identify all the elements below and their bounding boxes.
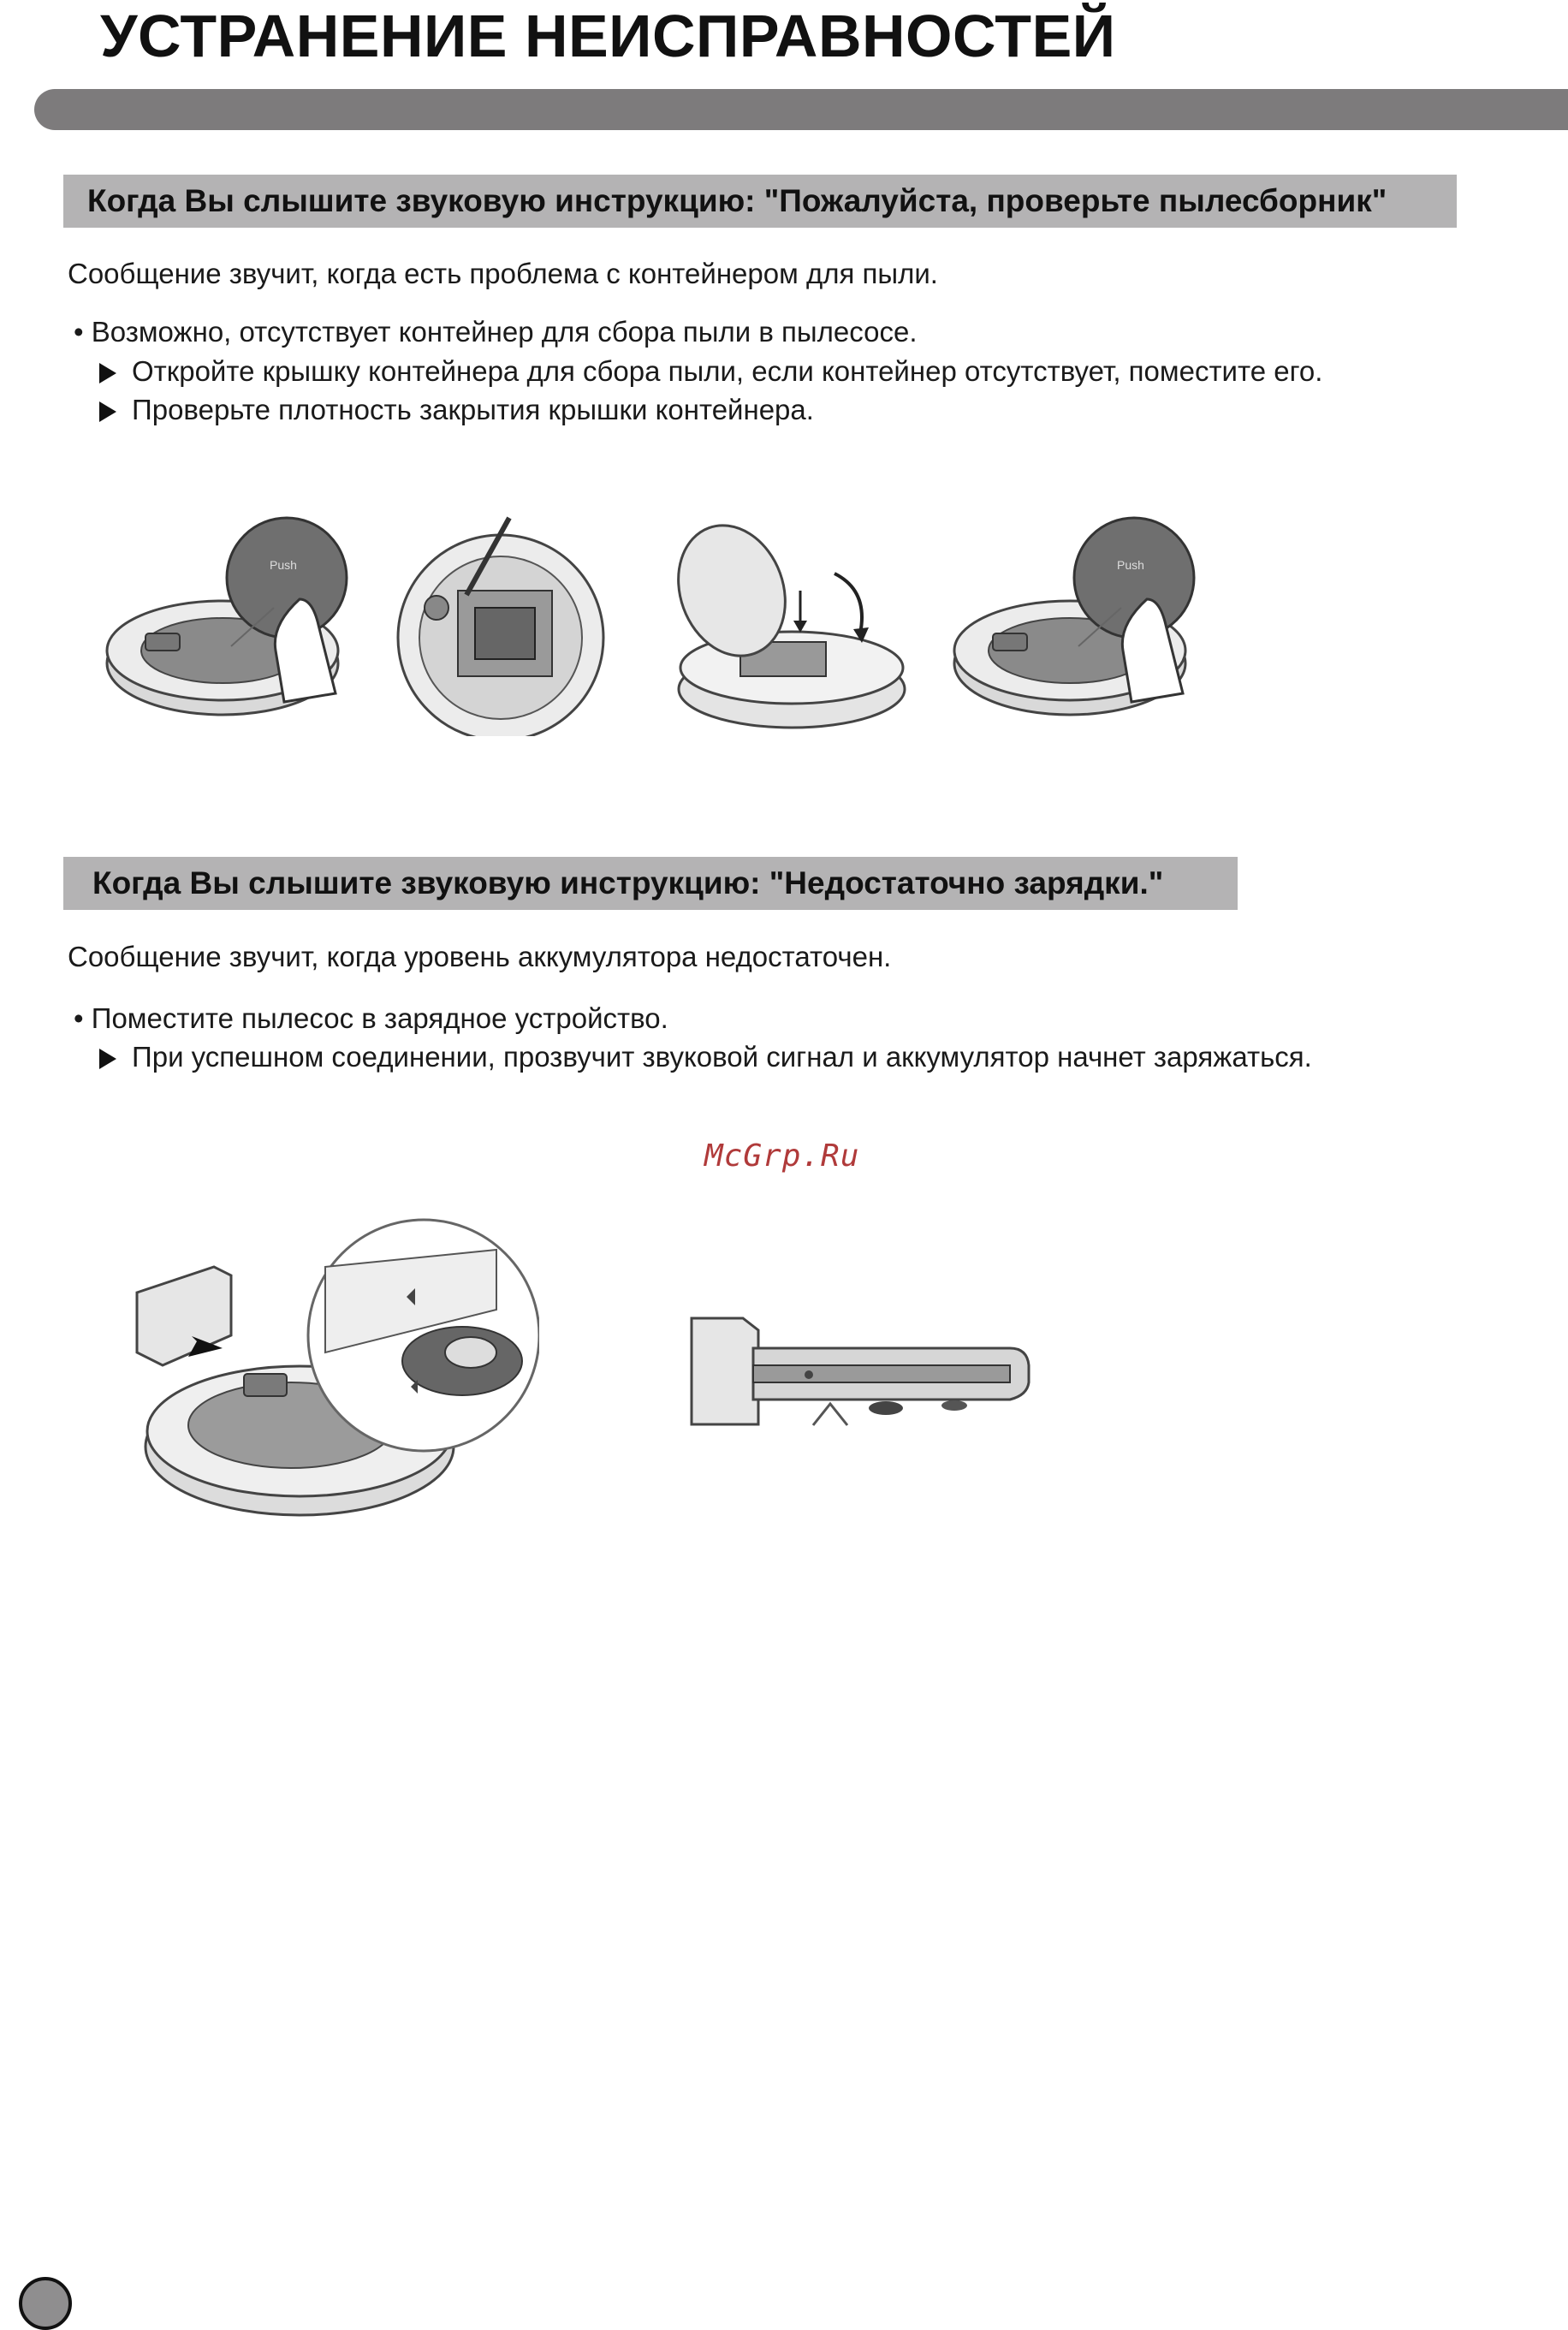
- push-label: Push: [1117, 558, 1144, 572]
- illustration-press-lid-closed: [950, 514, 1207, 728]
- section-header-dust-bin: Когда Вы слышите звуковую инструкцию: "Пожалуйста, проверьте пылесборник": [63, 175, 1457, 228]
- watermark: McGrp.Ru: [704, 1138, 860, 1174]
- title-bar-divider: [34, 89, 1568, 130]
- section2-step-1: [99, 1040, 1312, 1074]
- illustration-lid-close: [672, 522, 912, 736]
- illustration-press-lid: [103, 514, 359, 728]
- section2-intro: Сообщение звучит, когда уровень аккумулятора недостаточен.: [68, 941, 892, 972]
- section2-bullet: • Поместите пылесос в зарядное устройство.: [74, 1002, 668, 1034]
- page-number-badge: [19, 2277, 72, 2330]
- page-title: УСТРАНЕНИЕ НЕИСПРАВНОСТЕЙ: [100, 3, 1116, 69]
- arrow-right-icon: [99, 401, 116, 422]
- push-label: Push: [270, 558, 297, 572]
- illustration-docked-side-view: [685, 1301, 1036, 1438]
- arrow-right-icon: [99, 1049, 116, 1069]
- arrow-right-icon: [99, 363, 116, 383]
- section-header-low-battery: Когда Вы слышите звуковую инструкцию: "Недостаточно зарядки.": [63, 857, 1238, 910]
- section1-step-1: [99, 354, 1322, 389]
- section2-step-1-text: При успешном соединении, прозвучит звуковой сигнал и аккумулятор начнет заряжаться.: [132, 1041, 1312, 1073]
- section1-step-1-text: Откройте крышку контейнера для сбора пыли, если контейнер отсутствует, поместите его.: [132, 355, 1323, 387]
- section1-step-2-text: Проверьте плотность закрытия крышки контейнера.: [132, 394, 814, 425]
- section1-bullet: • Возможно, отсутствует контейнер для сбора пыли в пылесосе.: [74, 316, 918, 348]
- illustration-dust-bin-open: [389, 514, 621, 736]
- section1-step-2: [99, 393, 814, 427]
- section1-intro: Сообщение звучит, когда есть проблема с контейнером для пыли.: [68, 258, 938, 289]
- illustration-docking-detail: [128, 1216, 539, 1524]
